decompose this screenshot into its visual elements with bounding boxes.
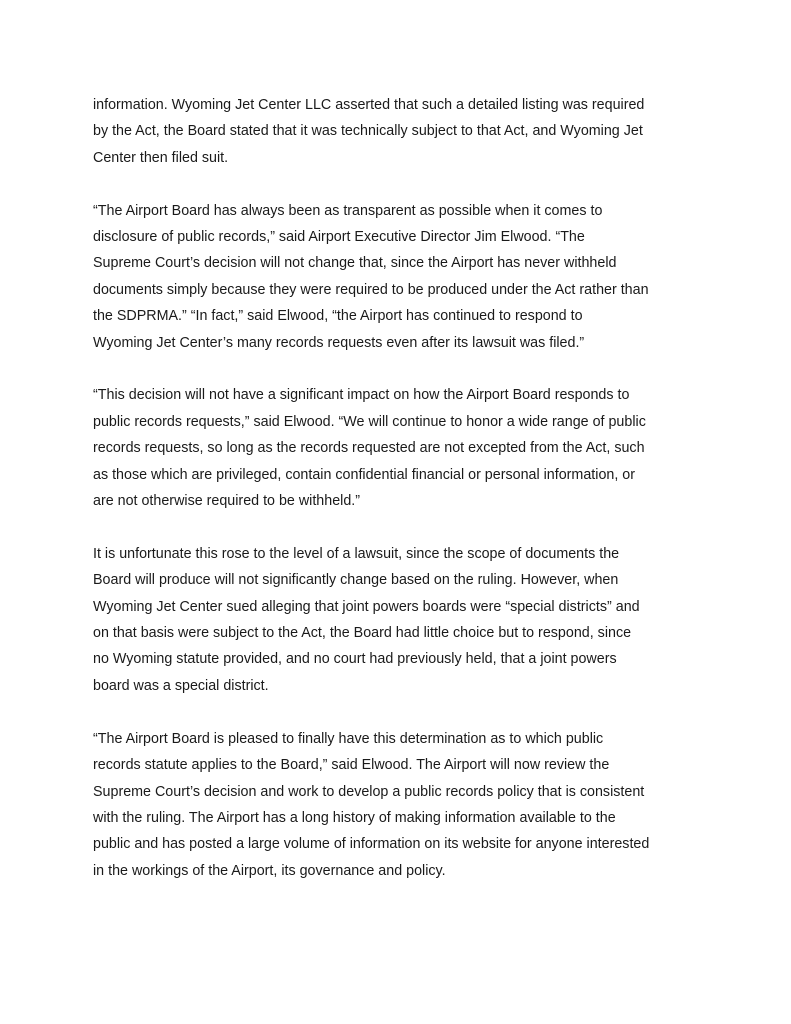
document-body — [93, 92, 713, 884]
paragraph: It is unfortunate this rose to the level of a lawsuit, since the scope of documents the Board will produce will not significantly change based on the ruling. However, when Wyoming Jet Center sued alleging that joint powers boards were “special districts” and on that basis were subject to the Act, the Board had little choice but to respond, since no Wyoming statute provided, and no court had previously held, that a joint powers board was a special district. — [93, 545, 640, 694]
paragraph: information. Wyoming Jet Center LLC asserted that such a detailed listing was required by the Act, the Board stated that it was technically subject to that Act, and Wyoming Jet Center then filed suit. — [93, 97, 645, 166]
paragraph: “The Airport Board has always been as transparent as possible when it comes to disclosure of public records,” said Airport Executive Director Jim Elwood. “The Supreme Court’s decision will not change that, since the Airport has never withheld documents simply because they were required to be produced under the Act rather than the SDPRMA.” “In fact,” said Elwood, “the Airport has continued to respond to Wyoming Jet Center’s many records requests even after its lawsuit was filed.” — [93, 202, 649, 351]
paragraph: “The Airport Board is pleased to finally have this determination as to which public records statute applies to the Board,” said Elwood. The Airport will now review the Supreme Court’s decision and work to develop a public records policy that is consistent with the ruling. The Airport has a long history of making information available to the public and has posted a large volume of information on its website for anyone interested in the workings of the Airport, its governance and policy. — [93, 730, 650, 879]
paragraph: “This decision will not have a significant impact on how the Airport Board responds to public records requests,” said Elwood. “We will continue to honor a wide range of public records requests, so long as the records requested are not excepted from the Act, such as those which are privileged, contain confidential financial or personal information, or are not otherwise required to be withheld.” — [93, 387, 646, 510]
